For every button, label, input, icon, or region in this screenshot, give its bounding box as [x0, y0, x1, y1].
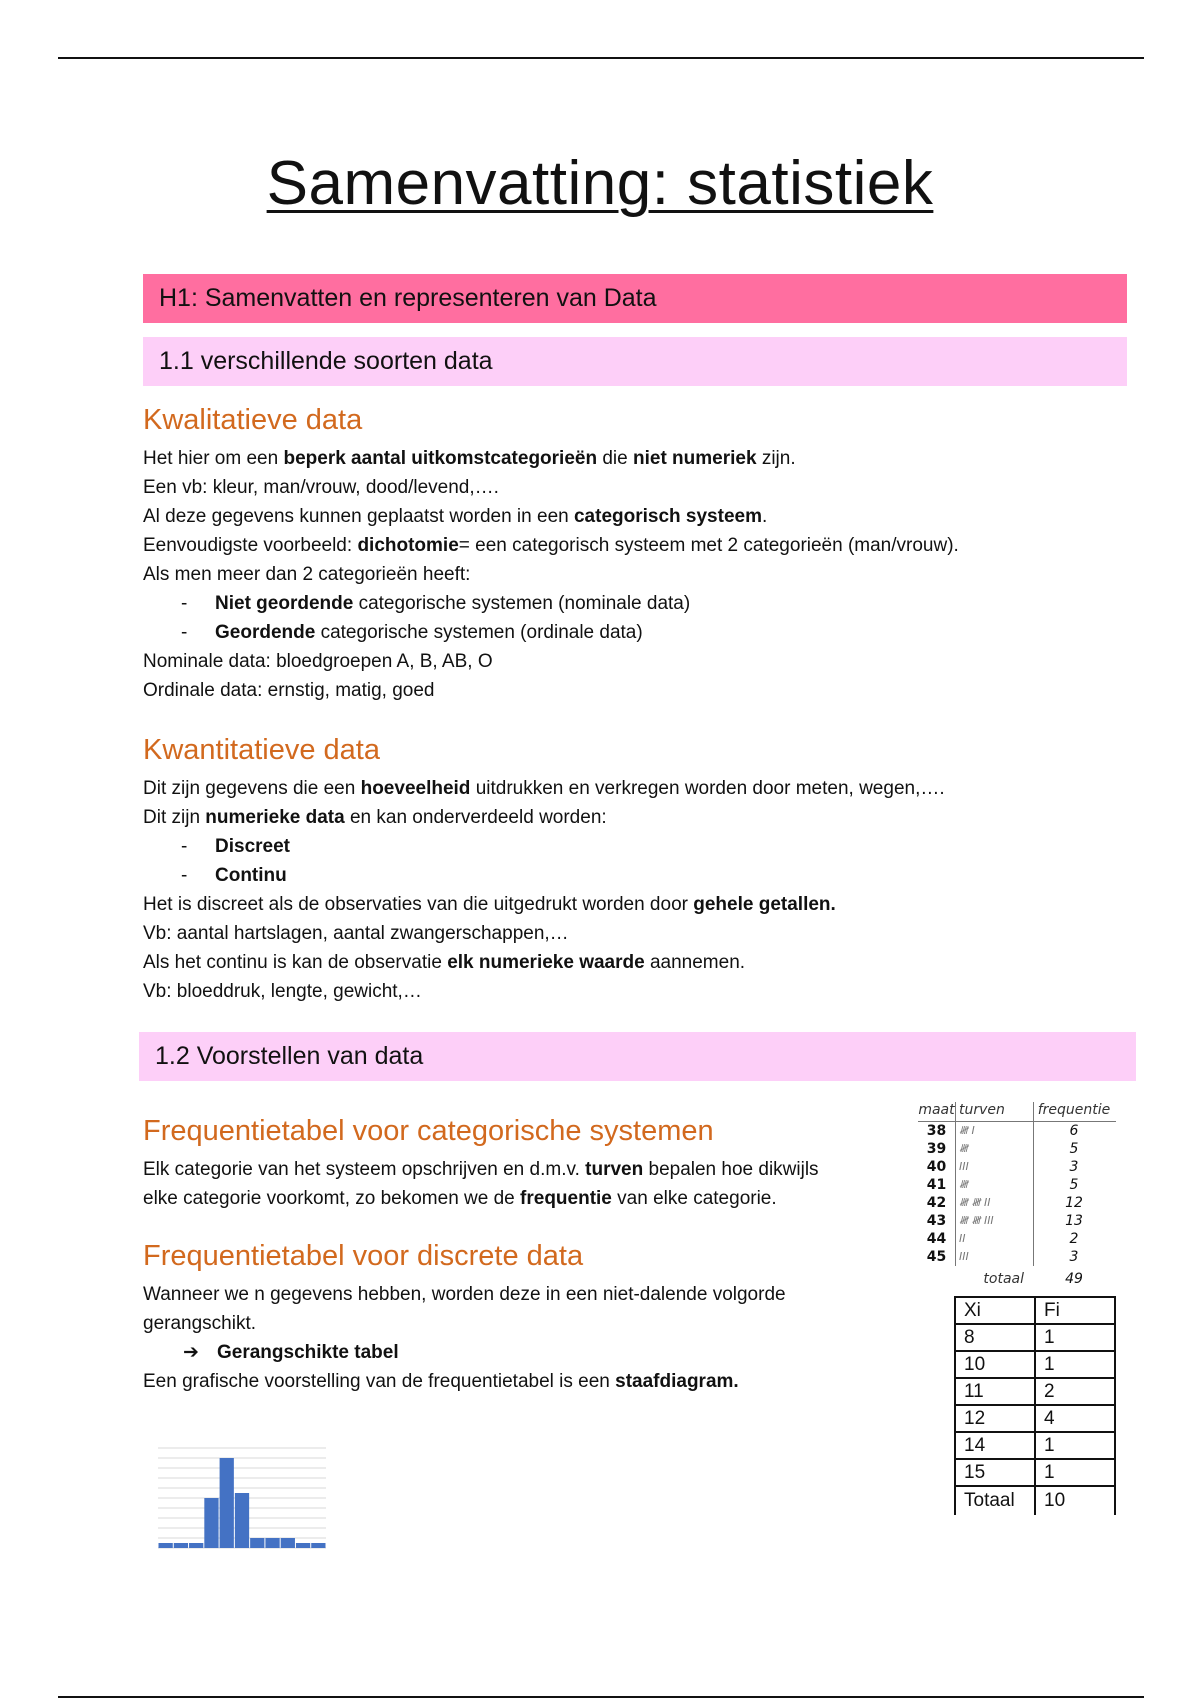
tally-total: totaal 49 [983, 1271, 1083, 1287]
table-row: 11 2 [955, 1378, 1115, 1405]
bullet-item: - Continu [181, 865, 287, 886]
page-title: Samenvatting: statistiek [266, 149, 934, 218]
section-heading-1-2: 1.2 Voorstellen van data [139, 1032, 1136, 1081]
bar-10 [296, 1543, 310, 1548]
section-heading-1-1: 1.1 verschillende soorten data [143, 337, 1127, 386]
table-row: 41 𝍸 5 [918, 1176, 1116, 1194]
bar-3 [189, 1543, 203, 1548]
table-row: 14 1 [955, 1432, 1115, 1459]
table-row: 40 III 3 [918, 1158, 1116, 1176]
heading-kwantitatieve: Kwantitatieve data [143, 734, 380, 766]
bar-2 [174, 1543, 188, 1548]
table-row: 42 𝍸 𝍸 II 12 [918, 1194, 1116, 1212]
bar-chart [140, 1440, 330, 1565]
table-row: 43 𝍸 𝍸 III 13 [918, 1212, 1116, 1230]
arrow-icon: ➔ [183, 1342, 199, 1363]
freq-categorisch-text: Elk categorie van het systeem opschrijven en d.m.v. turven bepalen hoe dikwijls elke categorie voorkomt, zo bekomen we de frequentie van elke categorie. [143, 1159, 819, 1209]
table-row: 44 II 2 [918, 1230, 1116, 1248]
table-row: 38 𝍸 I 6 [918, 1122, 1116, 1140]
top-rule [58, 57, 1144, 59]
bar-11 [311, 1543, 325, 1548]
table-row: 10 1 [955, 1351, 1115, 1378]
tally-table [918, 1102, 1116, 1292]
bullet-item: - Discreet [181, 836, 290, 857]
xi-fi-table [954, 1296, 1116, 1515]
table-row: 15 1 [955, 1459, 1115, 1486]
heading-kwalitatieve: Kwalitatieve data [143, 404, 363, 436]
table-total-row: Totaal 10 [955, 1486, 1115, 1515]
table-header-row: Xi Fi [955, 1297, 1115, 1324]
bar-7 [250, 1538, 264, 1548]
heading-freq-categorisch: Frequentietabel voor categorische systemen [143, 1115, 714, 1147]
bar-6 [235, 1493, 249, 1548]
bullet-item: - Niet geordende categorische systemen (nominale data) [181, 593, 691, 614]
tally-header: maat turven frequentie [918, 1102, 1116, 1122]
heading-freq-discreet: Frequentietabel voor discrete data [143, 1240, 584, 1272]
table-row: 39 𝍸 5 [918, 1140, 1116, 1158]
kwalitatieve-text: Het hier om een beperk aantal uitkomstcategorieën die niet numeriek zijn. Een vb: kleur, man/vrouw, dood/levend,…. Al deze gegevens kunnen geplaatst worden in een categorisch systeem. Eenvoudigste voorbeeld: dichotomie= een categorisch systeem met 2 categorieën (man/vrouw). Als men meer dan 2 categorieën heeft: - Niet geordende categorische systemen (nominale data) - Geordende categorische systemen (ordinale data) Nominale data: bloedgroepen A, B, AB, O Ordinale data: ernstig, matig, goed [143, 448, 959, 701]
chapter-heading: H1: Samenvatten en representeren van Data [143, 274, 1127, 323]
bar-8 [265, 1538, 279, 1548]
kwantitatieve-text: Dit zijn gegevens die een hoeveelheid uitdrukken en verkregen worden door meten, wegen,…. Dit zijn numerieke data en kan onderverdeeld worden: - Discreet - Continu Het is discreet als de observaties van die uitgedrukt worden door gehele getallen. Vb: aantal hartslagen, aantal zwangerschappen,… Als het continu is kan de observatie elk numerieke waarde aannemen. Vb: bloeddruk, lengte, gewicht,… [143, 778, 945, 1002]
bar-1 [159, 1543, 173, 1548]
freq-discreet-text: Wanneer we n gegevens hebben, worden deze in een niet-dalende volgorde gerangschikt. ➔ Gerangschikte tabel Een grafische voorstelling van de frequentietabel is een staafdiagram. [143, 1284, 786, 1392]
bottom-rule [58, 1696, 1144, 1698]
table-row: 45 III 3 [918, 1248, 1116, 1266]
bar-5 [220, 1458, 234, 1548]
bar-9 [281, 1538, 295, 1548]
table-row: 12 4 [955, 1405, 1115, 1432]
table-row: 8 1 [955, 1324, 1115, 1351]
bar-4 [204, 1498, 218, 1548]
bullet-item: - Geordende categorische systemen (ordinale data) [181, 622, 643, 643]
